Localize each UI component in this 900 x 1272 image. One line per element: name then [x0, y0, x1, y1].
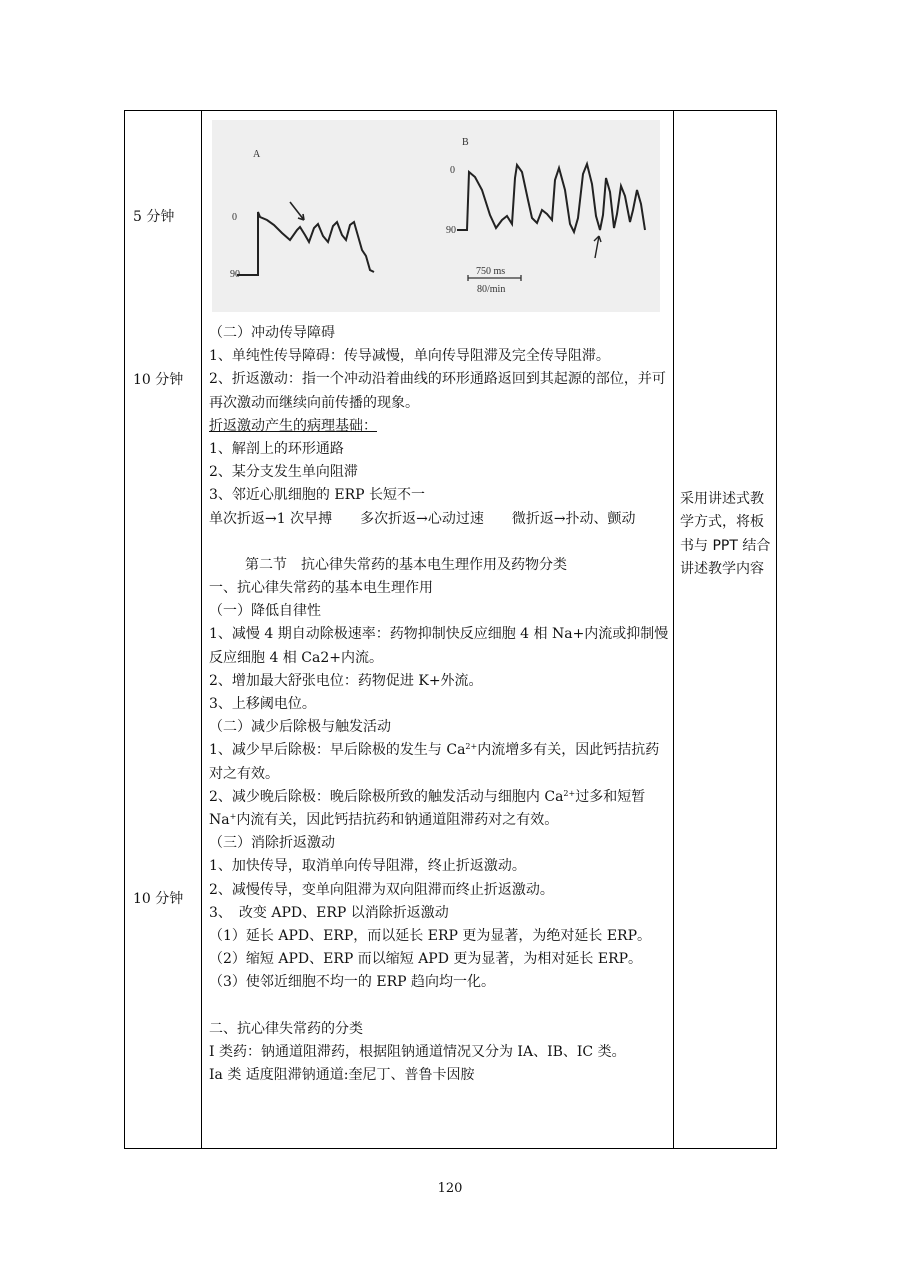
content-line: 1、单纯性传导障碍：传导减慢，单向传导阻滞及完全传导阻滞。 — [209, 348, 610, 365]
text-run: 过多和短暂 Na — [209, 788, 646, 829]
trace-a — [237, 212, 374, 275]
section-title: 第二节 抗心律失常药的基本电生理作用及药物分类 — [245, 556, 567, 573]
time-cell-2: 10 分钟 — [133, 372, 184, 388]
scale-rate-label: 80/min — [477, 284, 506, 295]
content-paragraph: 1、减慢 4 期自动除极速率：药物抑制快反应细胞 4 相 Na+内流或抑制慢反应细胞 4 相 Ca2+内流。 — [209, 626, 669, 666]
time-cell-1: 5 分钟 — [133, 209, 175, 225]
teaching-method-note: 采用讲述式教学方式，将板书与 PPT 结合讲述教学内容 — [680, 491, 771, 578]
content-line: 3、 改变 APD、ERP 以消除折返激动 — [209, 904, 449, 921]
content-paragraph: I 类药：钠通道阻滞药，根据阻钠通道情况又分为 IA、IB、IC 类。 — [209, 1043, 626, 1060]
superscript: + — [229, 812, 237, 822]
content-line: （3）使邻近细胞不均一的 ERP 趋向均一化。 — [209, 974, 495, 991]
underlined-heading: 折返激动产生的病理基础： — [209, 417, 377, 434]
figure-b-axis-0: 0 — [450, 165, 455, 176]
content-line: 2、某分支发生单向阻滞 — [209, 464, 358, 481]
scale-time-label: 750 ms — [476, 266, 506, 277]
text-run: 内流有关，因此钙拮抗药和钠通道阻滞药对之有效。 — [236, 812, 559, 829]
content-line: 2、增加最大舒张电位：药物促进 K+外流。 — [209, 672, 483, 689]
figure-a-axis-90: 90 — [230, 269, 240, 280]
lesson-content — [209, 322, 671, 1087]
column-divider-2 — [673, 110, 674, 1148]
subsection-heading: （一）降低自律性 — [209, 603, 321, 620]
subsection-heading: （三）消除折返激动 — [209, 835, 335, 852]
content-line: 一、抗心律失常药的基本电生理作用 — [209, 580, 433, 597]
content-line: 3、邻近心肌细胞的 ERP 长短不一 — [209, 487, 425, 504]
subsection-heading: （二）减少后除极与触发活动 — [209, 719, 391, 736]
figure-label-a: A — [253, 149, 261, 160]
content-paragraph — [209, 739, 671, 785]
content-paragraph: 单次折返→1 次早搏 多次折返→心动过速 微折返→扑动、颤动 — [209, 510, 636, 527]
content-line: 2、减慢传导，变单向阻滞为双向阻滞而终止折返激动。 — [209, 881, 554, 898]
superscript: 2+ — [465, 742, 478, 752]
page-number: 120 — [437, 1181, 463, 1196]
content-line: 1、解剖上的环形通路 — [209, 441, 344, 458]
superscript: 2+ — [563, 788, 576, 798]
subsection-heading: （二）冲动传导障碍 — [209, 325, 335, 341]
content-line: Ⅰa 类 适度阻滞钠通道:奎尼丁、普鲁卡因胺 — [209, 1067, 475, 1084]
time-cell-3: 10 分钟 — [133, 891, 184, 907]
arrow-a — [290, 202, 304, 220]
content-line: 1、加快传导，取消单向传导阻滞，终止折返激动。 — [209, 858, 526, 875]
content-line: （1）延长 APD、ERP，而以延长 ERP 更为显著，为绝对延长 ERP。 — [209, 928, 652, 945]
content-line: （2）缩短 APD、ERP 而以缩短 APD 更为显著，为相对延长 ERP。 — [209, 951, 643, 968]
column-divider-1 — [201, 110, 202, 1148]
text-run: 2、减少晚后除极：晚后除极所致的触发活动与细胞内 Ca — [209, 788, 564, 805]
content-line: 二、抗心律失常药的分类 — [209, 1020, 363, 1037]
figure-b-axis-90: 90 — [446, 225, 456, 236]
figure-a-axis-0: 0 — [232, 212, 237, 223]
trace-b — [457, 164, 645, 232]
content-paragraph — [209, 786, 671, 832]
text-run: 内流增多有关，因此钙拮抗药对之有效。 — [209, 742, 660, 782]
action-potential-svg — [212, 120, 660, 312]
text-run: 1、减少早后除极：早后除极的发生与 Ca — [209, 742, 466, 759]
figure-label-b: B — [462, 137, 469, 148]
content-paragraph: 2、折返激动：指一个冲动沿着曲线的环形通路返回到其起源的部位，并可再次激动而继续向前传播的现象。 — [209, 371, 666, 411]
action-potential-figure — [212, 120, 660, 312]
arrow-b — [594, 236, 601, 258]
content-line: 3、上移阈电位。 — [209, 696, 316, 713]
